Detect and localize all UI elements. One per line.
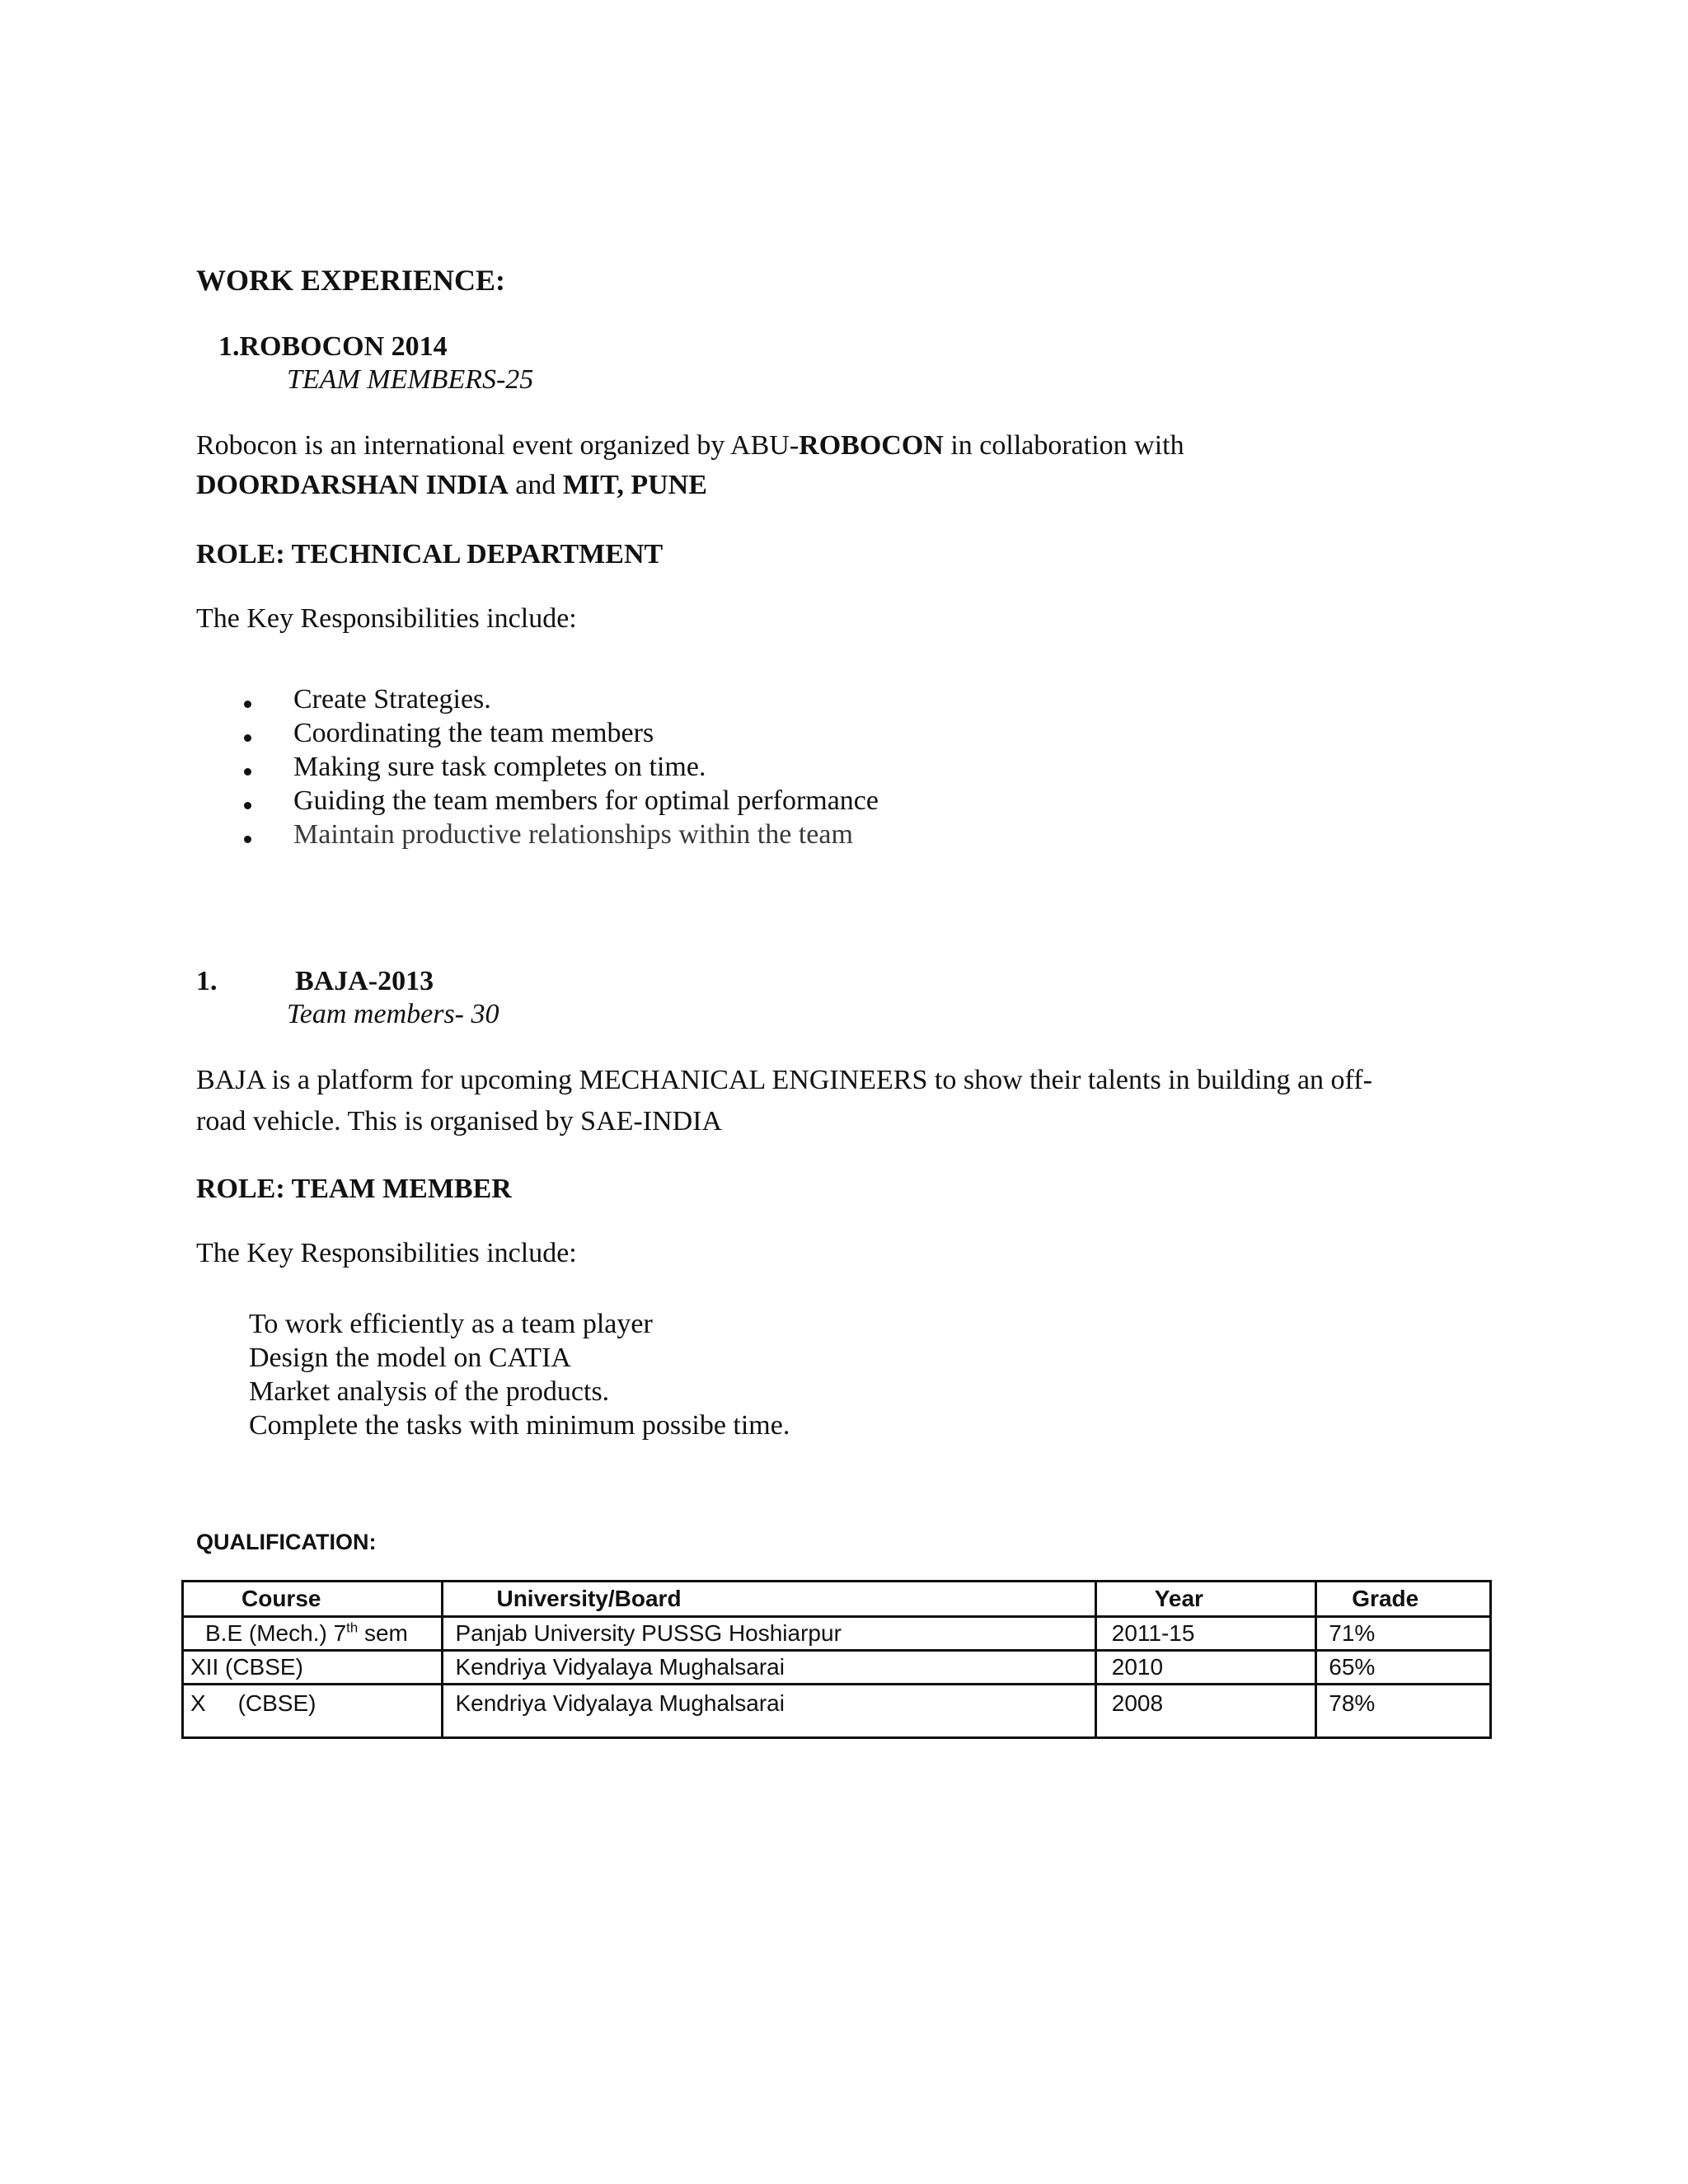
list-item: Complete the tasks with minimum possibe time.	[249, 1410, 790, 1441]
list-item: Guiding the team members for optimal performance	[293, 785, 879, 816]
baja-description-line2: road vehicle. This is organised by SAE-INDIA	[196, 1106, 723, 1137]
bullet-icon	[244, 802, 251, 809]
table-row	[183, 1651, 1491, 1685]
baja-responsibilities-intro: The Key Responsibilities include:	[196, 1238, 577, 1268]
column-header-year: Year	[1095, 1582, 1316, 1617]
cell-year: 2010	[1095, 1651, 1316, 1685]
cell-university: Kendriya Vidyalaya Mughalsarai	[443, 1651, 1095, 1685]
baja-role: ROLE: TEAM MEMBER	[196, 1174, 512, 1204]
bullet-icon	[244, 701, 251, 708]
robocon-role: ROLE: TECHNICAL DEPARTMENT	[196, 539, 663, 569]
cell-year: 2011-15	[1095, 1617, 1316, 1651]
list-item: Market analysis of the products.	[249, 1376, 610, 1407]
list-item: Making sure task completes on time.	[293, 752, 706, 782]
cell-university: Kendriya Vidyalaya Mughalsarai	[443, 1685, 1095, 1738]
table-row	[183, 1617, 1491, 1651]
column-header-university: University/Board	[443, 1582, 1095, 1617]
robocon-responsibilities-intro: The Key Responsibilities include:	[196, 603, 577, 634]
baja-title: BAJA-2013	[295, 966, 434, 996]
list-item: Coordinating the team members	[293, 718, 654, 748]
bullet-icon	[244, 734, 251, 742]
cell-grade: 65%	[1316, 1651, 1491, 1685]
bullet-icon	[244, 768, 251, 776]
robocon-title: 1.ROBOCON 2014	[218, 331, 448, 362]
cell-university: Panjab University PUSSG Hoshiarpur	[443, 1617, 1095, 1651]
cell-course: XII (CBSE)	[183, 1651, 443, 1685]
baja-team: Team members- 30	[287, 999, 499, 1029]
cell-course: X (CBSE)	[183, 1685, 443, 1738]
qualification-table	[181, 1580, 1492, 1739]
robocon-description-line2: DOORDARSHAN INDIA and MIT, PUNE	[196, 470, 707, 500]
baja-description-line1: BAJA is a platform for upcoming MECHANICAL ENGINEERS to show their talents in building an off-	[196, 1065, 1372, 1095]
list-item: Design the model on CATIA	[249, 1343, 571, 1373]
table-header-row	[183, 1582, 1491, 1617]
cell-grade: 78%	[1316, 1685, 1491, 1738]
cell-grade: 71%	[1316, 1617, 1491, 1651]
robocon-team: TEAM MEMBERS-25	[287, 364, 534, 395]
robocon-description-line1: Robocon is an international event organized by ABU-ROBOCON in collaboration with	[196, 430, 1184, 461]
qualification-heading: QUALIFICATION:	[196, 1530, 377, 1554]
work-experience-heading: WORK EXPERIENCE:	[196, 264, 506, 297]
list-item: Create Strategies.	[293, 684, 491, 715]
cell-course: B.E (Mech.) 7th sem	[183, 1617, 443, 1651]
baja-number: 1.	[196, 966, 218, 996]
cell-year: 2008	[1095, 1685, 1316, 1738]
bullet-icon	[244, 836, 251, 843]
list-item: Maintain productive relationships within the team	[293, 819, 853, 850]
column-header-course: Course	[183, 1582, 443, 1617]
list-item: To work efficiently as a team player	[249, 1309, 653, 1339]
table-row	[183, 1685, 1491, 1738]
column-header-grade: Grade	[1316, 1582, 1491, 1617]
